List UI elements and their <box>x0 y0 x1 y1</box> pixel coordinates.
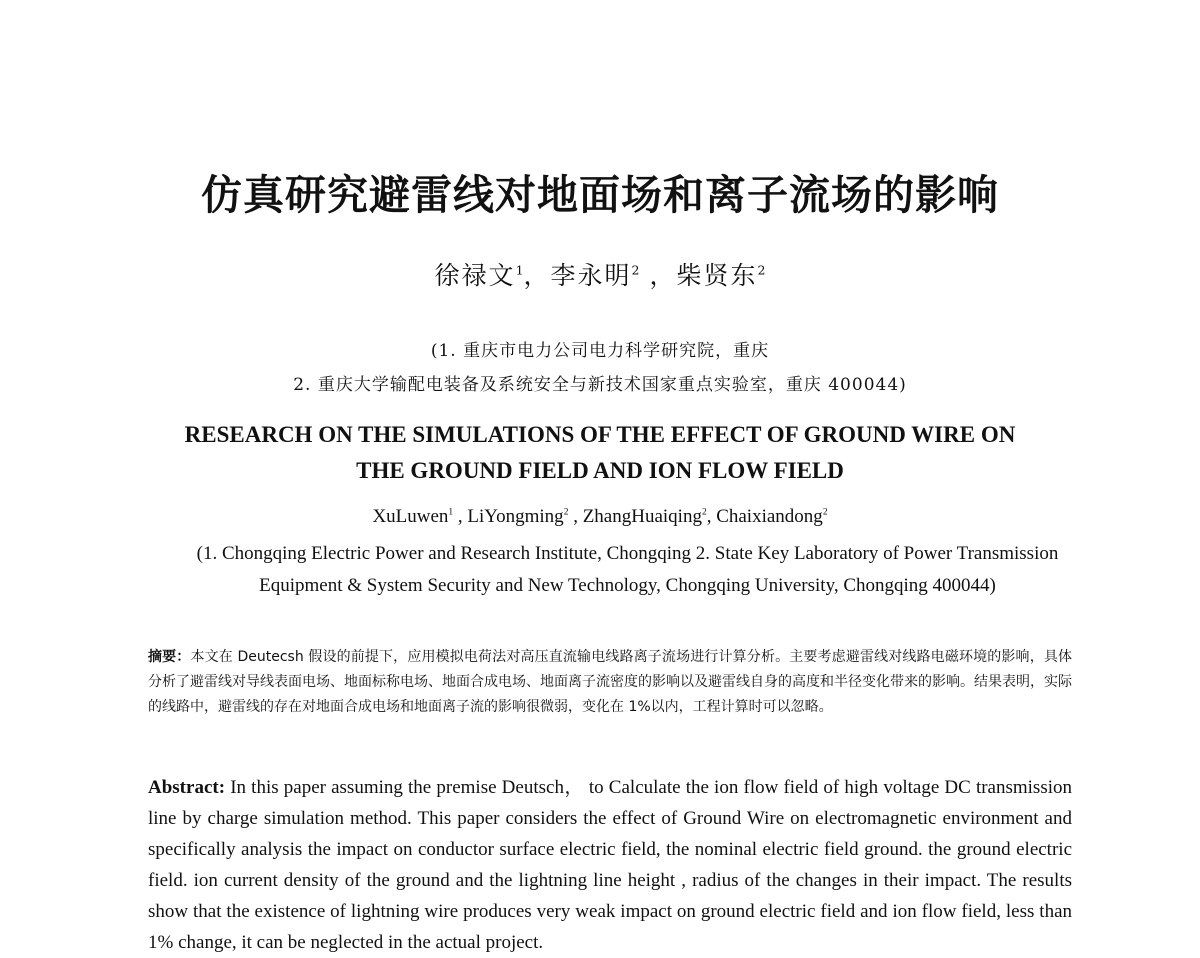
english-author-1: XuLuwen <box>372 506 449 527</box>
chinese-affiliation-line-1: (1. 重庆市电力公司电力科学研究院，重庆 <box>430 341 770 361</box>
chinese-affiliation-line-2: 2. 重庆大学输配电装备及系统安全与新技术国家重点实验室，重庆 400044) <box>293 375 907 395</box>
english-author-4-affiliation-mark: 2 <box>822 507 828 518</box>
chinese-title: 仿真研究避雷线对地面场和离子流场的影响 <box>201 171 999 219</box>
english-title-line-2: THE GROUND FIELD AND ION FLOW FIELD <box>356 458 844 483</box>
english-title <box>0 417 1200 489</box>
english-author-1-affiliation-mark: 1 <box>448 507 454 518</box>
english-author-2: LiYongming <box>467 506 564 527</box>
english-author-3: ZhangHuaiqing <box>582 506 702 527</box>
author-separator: ， <box>523 261 551 290</box>
english-title-line-1: RESEARCH ON THE SIMULATIONS OF THE EFFECT OF GROUND WIRE ON <box>184 422 1016 447</box>
english-abstract <box>148 772 1072 958</box>
chinese-abstract-label: 摘要： <box>148 649 191 665</box>
english-authors: XuLuwen$^1$ , LiYongming$^2$ , ZhangHuaiqing$^2$, Chaixiandong$^2$ <box>372 506 828 527</box>
author-separator: ， <box>649 261 677 290</box>
chinese-author-3-affiliation-mark: 2 <box>757 262 766 278</box>
chinese-abstract <box>148 645 1072 720</box>
chinese-abstract-text: 本文在 Deutecsh 假设的前提下，应用模拟电荷法对高压直流输电线路离子流场进行计算分析。主要考虑避雷线对线路电磁环境的影响，具体分析了避雷线对导线表面电场、地面标称电场、地面合成电场、地面离子流密度的影响以及避雷线自身的高度和半径变化带来的影响。结果表明，实际的线路中，避雷线的存在对地面合成电场和地面离子流的影响很微弱，变化在 1%以内，工程计算时可以忽略。 <box>148 649 1072 715</box>
english-affiliation: (1. Chongqing Electric Power and Research Institute, Chongqing 2. State Key Laboratory of Power Transmission Equipment & System Security and New Technology, Chongqing University, Chongqing 400044) <box>196 543 1059 596</box>
english-author-3-affiliation-mark: 2 <box>701 507 707 518</box>
english-abstract-label: Abstract: <box>148 777 226 798</box>
english-author-2-affiliation-mark: 2 <box>563 507 569 518</box>
english-author-4: Chaixiandong <box>716 506 823 527</box>
english-abstract-text: In this paper assuming the premise Deutsch， to Calculate the ion flow field of high voltage DC transmission line by charge simulation method. This paper considers the effect of Ground Wire on electromagnetic environment and specifically analysis the impact on conductor surface electric field, the nominal electric field ground. the ground electric field. ion current density of the ground and the lightning line height , radius of the changes in their impact. The results show that the existence of lightning wire produces very weak impact on ground electric field and ion flow field, less than 1% change, it can be neglected in the actual project. <box>148 777 1072 953</box>
chinese-author-1-affiliation-mark: 1 <box>515 262 524 278</box>
chinese-author-2-affiliation-mark: 2 <box>631 262 640 278</box>
chinese-author-3: 柴贤东 <box>676 261 758 290</box>
chinese-author-2: 李永明 <box>550 261 632 290</box>
chinese-author-1: 徐禄文 <box>434 261 516 290</box>
chinese-authors <box>0 256 1200 292</box>
